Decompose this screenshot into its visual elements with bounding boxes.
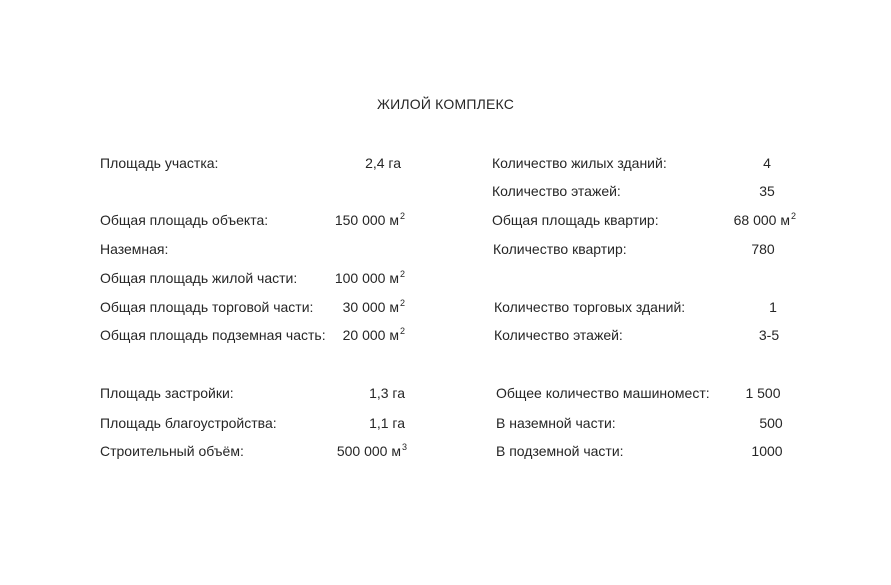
apartments-count-value: 780: [751, 241, 775, 257]
underground-area-value: 20 000 $м^2$: [342, 326, 405, 343]
parking-total-label: Общее количество машиномест:: [496, 385, 710, 401]
landscaping-area-value: 1,1 га: [369, 415, 405, 431]
apartments-area-label: Общая площадь квартир:: [492, 212, 659, 228]
parking-above-label: В наземной части:: [496, 415, 616, 431]
above-ground-label: Наземная:: [100, 241, 169, 257]
residential-floors-value: 35: [759, 183, 775, 199]
landscaping-area-label: Площадь благоустройства:: [100, 415, 277, 431]
built-up-area-label: Площадь застройки:: [100, 385, 234, 401]
residential-area-label: Общая площадь жилой части:: [100, 270, 298, 286]
parking-above-value: 500: [759, 415, 783, 431]
parking-underground-label: В подземной части:: [496, 443, 624, 459]
retail-buildings-label: Количество торговых зданий:: [494, 299, 686, 315]
total-area-label: Общая площадь объекта:: [100, 212, 269, 228]
built-up-area-value: 1,3 га: [369, 385, 405, 401]
building-volume-label: Строительный объём:: [100, 443, 244, 459]
underground-area-label: Общая площадь подземная часть:: [100, 327, 326, 343]
retail-buildings-value: 1: [769, 299, 777, 315]
plot-area-label: Площадь участка:: [100, 155, 219, 171]
retail-area-value: 30 000 $м^2$: [342, 298, 405, 315]
parking-underground-value: 1000: [751, 443, 783, 459]
retail-floors-label: Количество этажей:: [494, 327, 623, 343]
residential-area-value: 100 000 $м^2$: [334, 269, 405, 286]
parking-total-value: 1 500: [745, 385, 781, 401]
apartments-count-label: Количество квартир:: [493, 241, 627, 257]
residential-floors-label: Количество этажей:: [492, 183, 621, 199]
apartments-area-value: 68 000 $м^2$: [733, 211, 796, 228]
building-volume-value: 500 000 $м^3$: [336, 442, 407, 459]
page-title: ЖИЛОЙ КОМПЛЕКС: [376, 96, 515, 112]
residential-buildings-label: Количество жилых зданий:: [492, 155, 667, 171]
plot-area-value: 2,4 га: [365, 155, 401, 171]
residential-buildings-value: 4: [763, 155, 771, 171]
retail-area-label: Общая площадь торговой части:: [100, 299, 314, 315]
total-area-value: 150 000 $м^2$: [334, 211, 405, 228]
retail-floors-value: 3-5: [758, 327, 780, 343]
